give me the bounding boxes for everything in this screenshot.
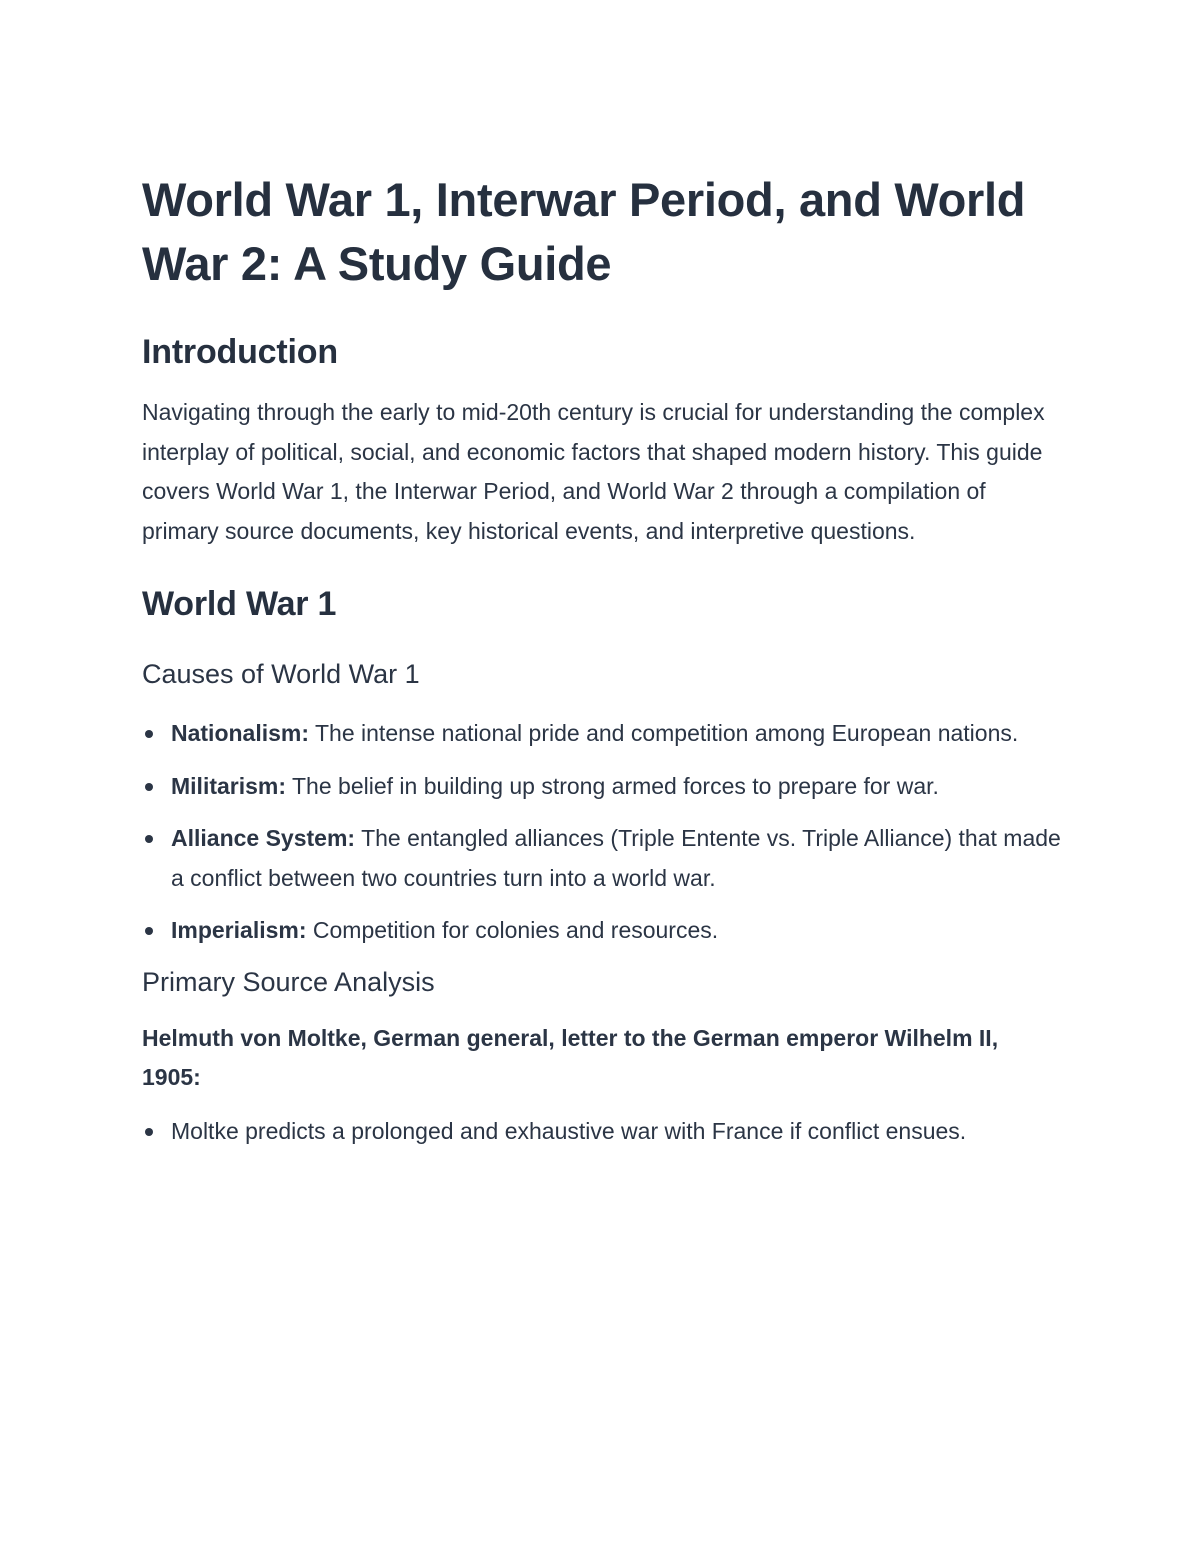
source-point-text: Moltke predicts a prolonged and exhaustive war with France if conflict ensues. xyxy=(171,1117,967,1144)
document-title: World War 1, Interwar Period, and World War 2: A Study Guide xyxy=(142,173,1026,290)
introduction-paragraph: Navigating through the early to mid-20th century is crucial for understanding the complex interplay of political, social, and economic factors that shaped modern history. This guide covers World War 1, the Interwar Period, and World War 2 through a compilation of primary source documents, key historical events, and interpretive questions. xyxy=(142,399,1045,544)
cause-item-nationalism xyxy=(142,714,1062,754)
cause-term: Nationalism: xyxy=(171,720,310,746)
cause-item-alliance-system xyxy=(142,819,1062,898)
source-points-list xyxy=(142,1112,1062,1152)
bullet-icon xyxy=(145,927,153,935)
introduction-heading: Introduction xyxy=(142,333,338,371)
cause-item-militarism xyxy=(142,767,1062,807)
cause-term: Militarism: xyxy=(171,772,287,799)
world-war-1-heading: World War 1 xyxy=(142,585,337,623)
causes-list xyxy=(142,714,1062,951)
cause-description: The entangled alliances (Triple Entente vs. Triple Alliance) that made a conflict between two countries turn into a world war. xyxy=(171,825,1061,891)
causes-heading: Causes of World War 1 xyxy=(142,659,420,689)
cause-description: The intense national pride and competition among European nations. xyxy=(309,720,1019,746)
cause-term: Imperialism: xyxy=(171,917,307,943)
source-point xyxy=(142,1112,1062,1152)
document-body xyxy=(142,168,1062,1164)
cause-description: The belief in building up strong armed forces to prepare for war. xyxy=(286,772,939,799)
bullet-icon xyxy=(145,783,153,791)
source-title: Helmuth von Moltke, German general, letter to the German emperor Wilhelm II, 1905: xyxy=(142,1024,999,1090)
cause-term: Alliance System: xyxy=(171,825,356,851)
bullet-icon xyxy=(145,1128,153,1136)
cause-description: Competition for colonies and resources. xyxy=(306,917,719,943)
bullet-icon xyxy=(145,835,153,843)
bullet-icon xyxy=(145,730,153,738)
primary-source-analysis-heading: Primary Source Analysis xyxy=(142,966,435,997)
cause-item-imperialism xyxy=(142,911,1062,951)
